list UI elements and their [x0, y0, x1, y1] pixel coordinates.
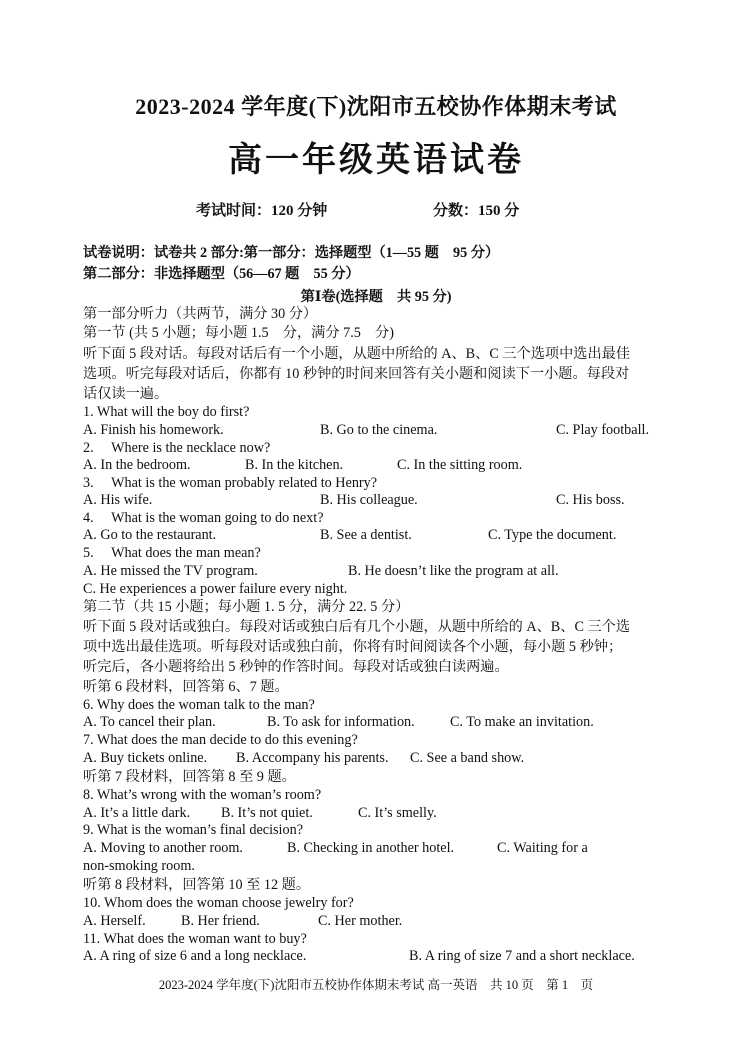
option-a: A. Go to the restaurant.: [83, 527, 217, 543]
option-c-continued: non-smoking room.: [83, 858, 195, 874]
intro-line-1: 试卷说明：试卷共 2 部分:第一部分：选择题型（1—55 题 95 分）: [83, 245, 500, 261]
question-stem: 7. What does the man decide to do this evening?: [83, 732, 358, 748]
option-c: C. His boss.: [556, 492, 625, 508]
listening-heading: 第一部分听力（共两节，满分 30 分）: [83, 306, 318, 322]
option-b: B. Accompany his parents.: [236, 750, 389, 766]
option-c: C. It’s smelly.: [358, 805, 437, 821]
question-stem: 11. What does the woman want to buy?: [83, 931, 307, 947]
option-a: A. He missed the TV program.: [83, 563, 258, 579]
option-a: A. Herself.: [83, 913, 146, 929]
option-a: A. His wife.: [83, 492, 153, 508]
option-c: C. In the sitting room.: [397, 457, 523, 473]
option-b: B. Checking in another hotel.: [287, 840, 455, 856]
section1-heading: 第一节 (共 5 小题；每小题 1.5 分，满分 7.5 分): [83, 325, 394, 341]
question-stem: 2. Where is the necklace now?: [83, 440, 271, 456]
option-c: C. He experiences a power failure every night.: [83, 581, 348, 597]
option-a: A. In the bedroom.: [83, 457, 191, 473]
option-a: A. Buy tickets online.: [83, 750, 208, 766]
option-c: C. Waiting for a: [497, 840, 588, 856]
option-b: B. In the kitchen.: [245, 457, 344, 473]
question-stem: 9. What is the woman’s final decision?: [83, 822, 303, 838]
option-a: A. It’s a little dark.: [83, 805, 191, 821]
option-b: B. It’s not quiet.: [221, 805, 313, 821]
option-c: C. Play football.: [556, 422, 650, 438]
part1-title: 第Ⅰ卷(选择题 共 95 分): [300, 289, 452, 305]
question-stem: 4. What is the woman going to do next?: [83, 510, 324, 526]
exam-time: 考试时间：120 分钟: [196, 203, 328, 219]
question-stem: 10. Whom does the woman choose jewelry for?: [83, 895, 354, 911]
option-b: B. A ring of size 7 and a short necklace.: [409, 948, 635, 964]
option-b: B. See a dentist.: [320, 527, 412, 543]
option-a: A. To cancel their plan.: [83, 714, 216, 730]
option-b: B. Go to the cinema.: [320, 422, 438, 438]
section1-directions: 话仅读一遍。: [83, 386, 169, 402]
exam-score: 分数：150 分: [433, 203, 520, 219]
option-a: A. Finish his homework.: [83, 422, 224, 438]
option-b: B. He doesn’t like the program at all.: [348, 563, 559, 579]
page-footer: 2023-2024 学年度(下)沈阳市五校协作体期末考试 高一英语 共 10 页 第 1 页: [158, 978, 594, 992]
option-b: B. To ask for information.: [267, 714, 415, 730]
question-stem: 5. What does the man mean?: [83, 545, 261, 561]
question-stem: 6. Why does the woman talk to the man?: [83, 697, 315, 713]
section2-heading: 第二节（共 15 小题；每小题 1. 5 分，满分 22. 5 分）: [83, 599, 410, 615]
section2-directions: 听下面 5 段对话或独白。每段对话或独白后有几个小题，从题中所给的 A、B、C 三个选: [83, 619, 631, 635]
option-c: C. To make an invitation.: [450, 714, 594, 730]
option-b: B. Her friend.: [181, 913, 260, 929]
material-heading: 听第 6 段材料，回答第 6、7 题。: [83, 679, 289, 695]
intro-line-2: 第二部分：非选择题型（56—67 题 55 分）: [83, 266, 360, 282]
question-stem: 1. What will the boy do first?: [83, 404, 250, 420]
option-b: B. His colleague.: [320, 492, 418, 508]
section1-directions: 听下面 5 段对话。每段对话后有一个小题，从题中所给的 A、B、C 三个选项中选出最佳: [83, 346, 631, 362]
option-c: C. See a band show.: [410, 750, 525, 766]
section1-directions: 选项。听完每段对话后，你都有 10 秒钟的时间来回答有关小题和阅读下一小题。每段对: [83, 366, 630, 382]
exam-title: 2023-2024 学年度(下)沈阳市五校协作体期末考试: [135, 94, 617, 119]
option-c: C. Type the document.: [488, 527, 617, 543]
section2-directions: 项中选出最佳选项。听每段对话或独白前，你将有时间阅读各个小题，每小题 5 秒钟；: [83, 639, 623, 655]
option-c: C. Her mother.: [318, 913, 403, 929]
question-stem: 3. What is the woman probably related to Henry?: [83, 475, 378, 491]
section2-directions: 听完后，各小题将给出 5 秒钟的作答时间。每段对话或独白读两遍。: [83, 659, 509, 675]
material-heading: 听第 7 段材料，回答第 8 至 9 题。: [83, 769, 296, 785]
exam-subtitle: 高一年级英语试卷: [228, 142, 524, 179]
option-a: A. A ring of size 6 and a long necklace.: [83, 948, 307, 964]
option-a: A. Moving to another room.: [83, 840, 243, 856]
question-stem: 8. What’s wrong with the woman’s room?: [83, 787, 322, 803]
material-heading: 听第 8 段材料，回答第 10 至 12 题。: [83, 877, 311, 893]
